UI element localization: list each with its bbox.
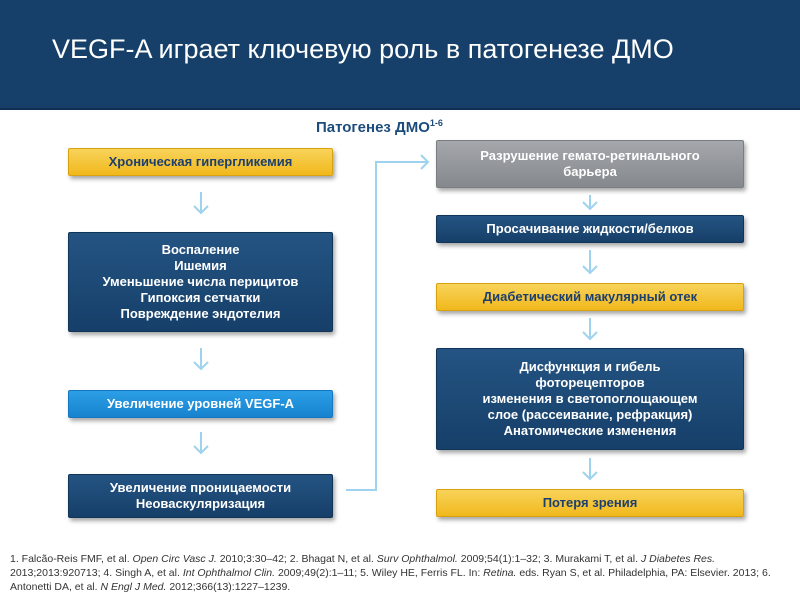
ref-text: 1. Falcão-Reis FMF, et al. <box>10 553 133 565</box>
box-hyperglycemia: Хроническая гипергликемия <box>68 148 333 176</box>
subtitle-superscript: 1-6 <box>429 118 443 128</box>
mechanism-inflammation: Воспаление <box>161 242 240 257</box>
mechanism-retinal-hypoxia: Гипоксия сетчатки <box>140 290 261 305</box>
connector-arrow <box>346 162 428 490</box>
box-vision-loss: Потеря зрения <box>436 489 744 517</box>
ref-journal: Retina. <box>483 567 517 579</box>
slide-title: VEGF-A играет ключевую роль в патогенезе ДМО <box>52 34 674 64</box>
ref-text: 2013;2013:920713; 4. Singh A, et al. <box>10 567 183 579</box>
box-fluid-leakage: Просачивание жидкости/белков <box>436 215 744 243</box>
mechanism-ischemia: Ишемия <box>174 258 227 273</box>
ref-journal: Open Circ Vasc J. <box>132 553 217 565</box>
permeability-line-2: Неоваскуляризация <box>135 496 266 511</box>
references <box>10 552 795 594</box>
dysfunction-line-1: Дисфункция и гибель <box>519 359 661 374</box>
mechanism-pericyte-loss: Уменьшение числа перицитов <box>102 274 299 289</box>
permeability-line-1: Увеличение проницаемости <box>109 480 292 495</box>
box-permeability <box>68 474 333 518</box>
ref-text: 2010;3:30–42; 2. Bhagat N, et al. <box>216 553 377 565</box>
ref-journal: J Diabetes Res. <box>640 553 716 565</box>
dysfunction-line-5: Анатомические изменения <box>503 423 677 438</box>
barrier-line-2: барьера <box>563 164 617 179</box>
subtitle-text: Патогенез ДМО <box>316 119 430 136</box>
ref-text: eds. Ryan S, et al. Philadelphia, PA: Elsevier. 2013; 6. Antonetti DA, et al. <box>10 567 771 593</box>
box-barrier-breakdown <box>436 140 744 188</box>
box-photoreceptor-dysfunction <box>436 348 744 450</box>
ref-journal: N Engl J Med. <box>100 581 167 593</box>
dysfunction-line-3: изменения в светопоглощающем <box>482 391 698 406</box>
ref-text: 2009;54(1):1–32; 3. Murakami T, et al. <box>457 553 641 565</box>
ref-text: 2009;49(2):1–11; 5. Wiley HE, Ferris FL. In: <box>275 567 484 579</box>
ref-journal: Int Ophthalmol Clin. <box>182 567 276 579</box>
box-mechanisms <box>68 232 333 332</box>
dysfunction-line-2: фоторецепторов <box>535 375 645 390</box>
dysfunction-line-4: слое (рассеивание, рефракция) <box>487 407 693 422</box>
ref-text: 2012;366(13):1227–1239. <box>166 581 291 593</box>
box-vegf-increase: Увеличение уровней VEGF-A <box>68 390 333 418</box>
barrier-line-1: Разрушение гемато-ретинального <box>480 148 700 163</box>
box-macular-edema: Диабетический макулярный отек <box>436 283 744 311</box>
ref-journal: Surv Ophthalmol. <box>376 553 458 565</box>
mechanism-endothelial-damage: Повреждение эндотелия <box>120 306 281 321</box>
